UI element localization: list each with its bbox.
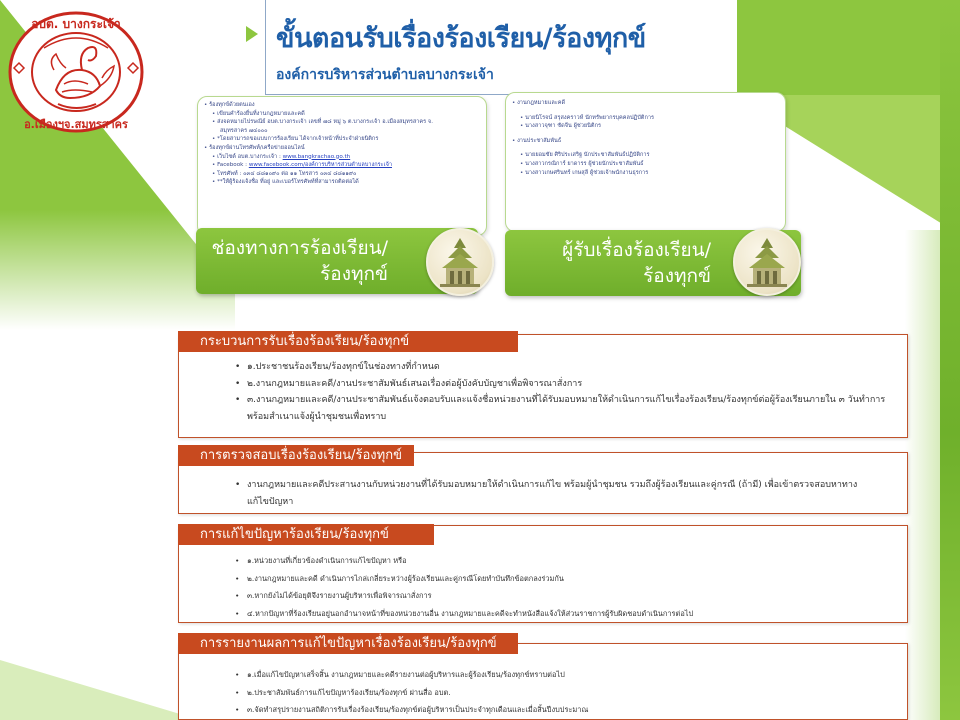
process-step-text: ๑.เมื่อแก้ไขปัญหาเสร็จสิ้น งานกฎหมายและคดีรายงานต่อผู้บริหารและผู้ร้องเรียน/ร้องทุกข์ทราบต่อไป [247, 670, 565, 679]
receiver-member: • นางสาวจุฑา ชัดจีน ผู้ช่วยนิติกร [520, 123, 601, 130]
background-right-shade [905, 230, 940, 720]
process-step [235, 552, 887, 570]
process-step [235, 376, 887, 393]
bullet-icon: • [235, 705, 240, 714]
process-step-text: ๑.หน่วยงานที่เกี่ยวข้องดำเนินการแก้ไขปัญหา หรือ [247, 556, 407, 565]
reporting-section [178, 643, 908, 720]
process-step [235, 666, 887, 684]
process-step [235, 392, 887, 425]
channel-line [204, 161, 480, 170]
background-bottom-wedge [0, 660, 200, 720]
channel-link[interactable]: www.bangkrachao.go.th [282, 153, 351, 160]
bullet-icon: • [235, 480, 241, 490]
process-step-text: ๓.จัดทำสรุปรายงานสถิติการรับเรื่องร้องเรียน/ร้องทุกข์ต่อผู้บริหารเป็นประจำทุกเดือนและเมื่อสิ้นปีงบประมาณ [247, 705, 589, 714]
bullet-icon: • [235, 687, 240, 697]
background-green-corner [735, 0, 960, 95]
bullet-icon: • [235, 362, 241, 372]
channel-line-text: • ส่งจดหมายไปรษณีย์ อบต.บางกระเจ้า เลขที่ ๗๘ หมู่ ๖ ต.บางกระเจ้า อ.เมืองสมุทรสาคร จ. [212, 119, 433, 126]
triangle-bullet-icon [246, 26, 258, 42]
channel-line [204, 170, 480, 179]
process-step [235, 684, 887, 702]
receiving-process-header: กระบวนการรับเรื่องร้องเรียน/ร้องทุกข์ [178, 331, 518, 352]
process-step [235, 587, 887, 605]
inspection-list [235, 477, 877, 510]
channel-line [204, 135, 480, 144]
channel-line [204, 101, 480, 110]
channel-line-text: สมุทรสาคร ๗๔๐๐๐ [220, 127, 268, 134]
process-step-text: ๓.หากยังไม่ได้ข้อยุติจึงรายงานผู้บริหารเพื่อพิจารณาสั่งการ [247, 591, 432, 600]
channel-line [204, 118, 480, 127]
bullet-icon: • [235, 591, 240, 600]
process-step-text: ๒.ประชาสัมพันธ์การแก้ไขปัญหาร้องเรียน/ร้องทุกข์ ผ่านสื่อ อบต. [247, 687, 451, 697]
process-step-text: ๒.งานกฎหมายและคดี/งานประชาสัมพันธ์เสนอเรื่องต่อผู้บังคับบัญชาเพื่อพิจารณาสั่งการ [247, 378, 583, 389]
receiving-process-list [235, 359, 887, 425]
channel-line-text: • *โดยสามารถขอแบบการร้องเรียน ได้จากเจ้าหน้าที่ประจำฝ่ายนิติกร [212, 136, 379, 143]
receiver-group-heading: • งานกฎหมายและคดี [512, 100, 566, 106]
receivers-label-line2: ร้องทุกข์ [643, 265, 711, 287]
page-subtitle: องค์การบริหารส่วนตำบลบางกระเจ้า [276, 67, 494, 83]
channel-list [204, 101, 480, 187]
bullet-icon: • [235, 573, 240, 583]
reporting-header: การรายงานผลการแก้ไขปัญหาเรื่องร้องเรียน/ร้องทุกข์ [178, 633, 518, 654]
bullet-icon: • [235, 608, 240, 618]
process-step [235, 477, 877, 510]
complaint-receivers-card [505, 92, 786, 232]
bullet-icon: • [235, 670, 240, 679]
organization-seal [4, 8, 154, 136]
channel-line-text: • ร้องทุกข์ผ่านโทรศัพท์/เครือข่ายออนไลน์ [204, 144, 305, 151]
channel-line-text: • โทรศัพท์ : ๐๓๔ ๘๘๑๐๙๐ ต่อ ๑๑ โทรสาร ๐๓๔ ๘๘๑๑๙๐ [212, 170, 357, 177]
process-step-text: ๒.งานกฎหมายและคดี ดำเนินการไกล่เกลี่ยระหว่างผู้ร้องเรียนและคู่กรณีโดยทำบันทึกข้อตกลงร่วมกัน [247, 573, 564, 583]
receiver-member: • นายนิโรจน์ สรุสงคราวห์ นักทรัพยากรบุคคลปฏิบัติการ [520, 114, 654, 121]
channel-line-text: • เขียนคำร้องยื่นที่งานกฎหมายและคดี [212, 110, 305, 117]
channel-line [204, 127, 480, 136]
process-step [235, 570, 887, 588]
channel-line [204, 144, 480, 153]
bullet-icon: • [235, 378, 241, 389]
background-right-stripe [940, 0, 960, 720]
building-emblem-icon [733, 228, 801, 296]
receiver-member: • นางสาวกรณิการ์ ยาดารร ผู้ช่วยนักประชาสัมพันธ์ [520, 160, 644, 167]
process-step [235, 701, 887, 719]
channel-line [204, 153, 480, 162]
complaint-channels-card [197, 96, 487, 236]
bullet-icon: • [235, 395, 241, 406]
receiver-list [512, 99, 779, 177]
channels-label-line1: ช่องทางการร้องเรียน/ [211, 237, 388, 259]
process-step-text: ๓.งานกฎหมายและคดี/งานประชาสัมพันธ์แจ้งตอบรับและแจ้งชื่อหน่วยงานที่ได้รับมอบหมายให้ดำเนินการแก้ไขเรื่องร้องเรียน/ร้องทุกข์ต่อผู้ร้องเรียนภายใน ๓ วันทำการ พร้อมสำเนาแจ้งผู้นำชุมชนเพื่อทราบ [247, 395, 886, 422]
inspection-header: การตรวจสอบเรื่องร้องเรียน/ร้องทุกข์ [178, 445, 414, 466]
channel-line-text: • Facebook : [212, 162, 249, 169]
receiver-group-heading: • งานประชาสัมพันธ์ [512, 137, 562, 144]
bullet-icon: • [235, 556, 240, 565]
building-emblem-icon [426, 228, 494, 296]
seal-top-text: อบต. บางกระเจ้า [31, 17, 121, 31]
resolution-list [235, 552, 887, 622]
process-step-text: ๑.ประชาชนร้องเรียน/ร้องทุกข์ในช่องทางที่กำหนด [247, 362, 440, 372]
channel-line-text: • เว็บไซต์ อบต.บางกระเจ้า : [212, 153, 283, 160]
reporting-list [235, 666, 887, 719]
process-step-text: ๔.หากปัญหาที่ร้องเรียนอยู่นอกอำนาจหน้าที่ของหน่วยงานอื่น งานกฎหมายและคดีจะทำหนังสือแจ้งให้ส่วนราชการผู้รับผิดชอบดำเนินการต่อไป [247, 608, 694, 618]
receivers-label-line1: ผู้รับเรื่องร้องเรียน/ [562, 239, 711, 261]
process-step [235, 359, 887, 376]
channel-line-text: • ร้องทุกข์ด้วยตนเอง [204, 102, 255, 108]
channel-line [204, 178, 480, 187]
channel-line-text: • **ให้ผู้ร้องแจ้งชื่อ ที่อยู่ และเบอร์โทรศัพท์ที่สามารถติดต่อได้ [212, 179, 359, 186]
receiver-member: • นายยอมชัย ศิริประเสริฐ นักประชาสัมพันธ์ปฏิบัติการ [520, 152, 650, 159]
receiver-member: • นางสาวเกษศรินทร์ เกษสุลี ผู้ช่วยเจ้าพนักงานธุรการ [520, 169, 649, 176]
page-title: ขั้นตอนรับเรื่องร้องเรียน/ร้องทุกข์ [276, 23, 646, 54]
resolution-header: การแก้ไขปัญหาร้องเรียน/ร้องทุกข์ [178, 524, 434, 545]
channel-link[interactable]: www.facebook.com/องค์การบริหารส่วนตำบลบางกระเจ้า [248, 162, 392, 169]
process-step-text: งานกฎหมายและคดีประสานงานกับหน่วยงานที่ได้รับมอบหมายให้ดำเนินการแก้ไข พร้อมผู้นำชุมชน รวมถึงผู้ร้องเรียนและคู่กรณี (ถ้ามี) เพื่อเข้าตรวจสอบหาทางแก้ไขปัญหา [247, 480, 858, 507]
channels-label-line2: ร้องทุกข์ [320, 263, 388, 285]
channel-line [204, 110, 480, 119]
seal-bottom-text: อ.เมืองฯจ.สมุทรสาคร [24, 118, 128, 131]
process-step [235, 605, 887, 623]
